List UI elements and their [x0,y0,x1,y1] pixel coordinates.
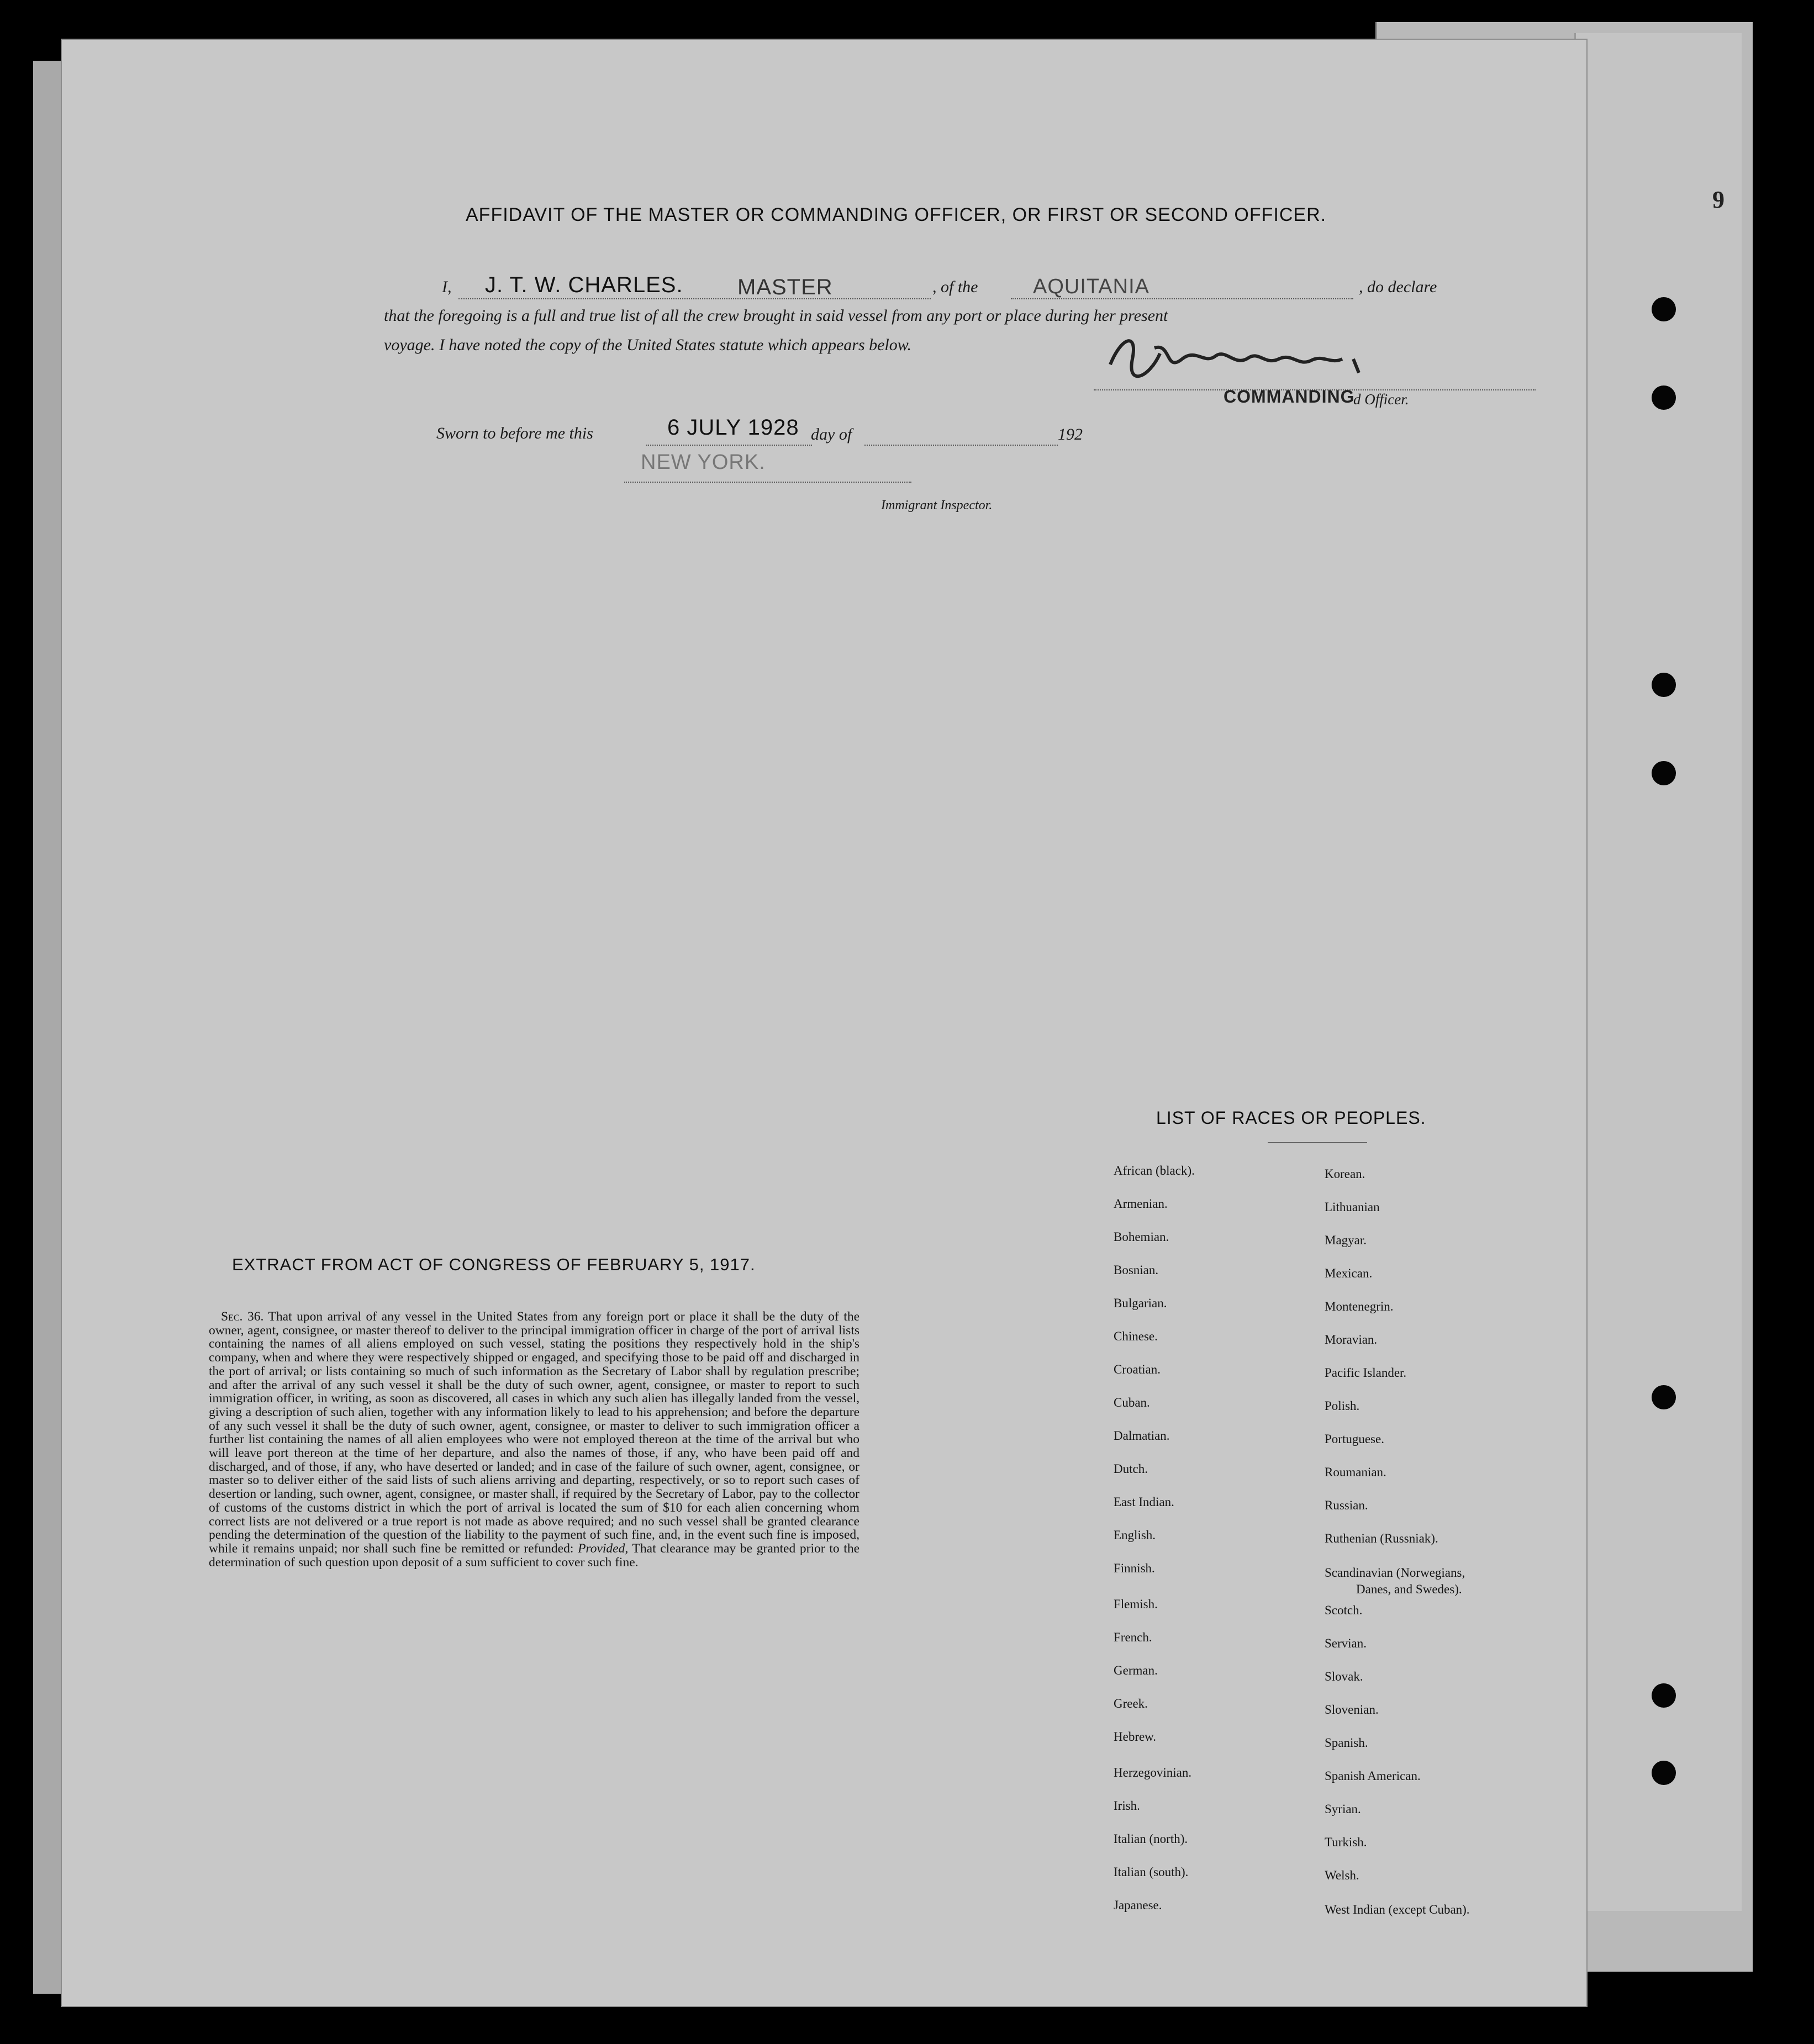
races-title: LIST OF RACES OR PEOPLES. [1156,1108,1426,1128]
race-item: African (black). [1114,1164,1195,1177]
officer-label: d Officer. [1353,391,1409,408]
race-item: Korean. [1325,1167,1365,1181]
port-stamp: NEW YORK. [641,451,766,474]
sworn-date: 6 JULY 1928 [667,415,799,440]
race-item: Pacific Islander. [1325,1366,1407,1380]
race-item: Mexican. [1325,1266,1373,1280]
punch-hole [1652,385,1676,410]
month-underline [864,445,1058,446]
name-underline [458,298,931,299]
affidavit-title: AFFIDAVIT OF THE MASTER OR COMMANDING OFFICER, OR FIRST OR SECOND OFFICER. [466,204,1327,225]
race-item: Portuguese. [1325,1432,1384,1446]
statute-text-end: That clearance may be granted prior to the determination of such question upon deposit of a sum sufficient to cover such fine. [209,1541,860,1570]
race-item: Roumanian. [1325,1465,1386,1479]
race-item: German. [1114,1663,1158,1677]
inspector-line [624,482,911,483]
race-item: Cuban. [1114,1396,1150,1409]
race-item: Bulgarian. [1114,1296,1167,1310]
race-item: Slovenian. [1325,1703,1379,1716]
race-item: Italian (south). [1114,1865,1189,1879]
races-title-rule [1268,1142,1367,1143]
race-item: Spanish American. [1325,1769,1421,1783]
race-item: Moravian. [1325,1333,1378,1346]
race-item: Magyar. [1325,1233,1367,1247]
year-label: 192 [1058,425,1083,443]
page-number: 9 [1712,186,1725,213]
section-number: Sec. 36. [221,1309,264,1324]
punch-hole [1652,1761,1676,1785]
race-item: Irish. [1114,1799,1140,1813]
race-item: Herzegovinian. [1114,1766,1192,1779]
race-item: French. [1114,1630,1152,1644]
race-item: Hebrew. [1114,1730,1157,1744]
punch-hole [1652,1385,1676,1409]
officer-stamp: COMMANDING [1224,387,1355,406]
declare-label: , do declare [1359,278,1437,296]
punch-hole [1652,1683,1676,1708]
race-item: Ruthenian (Russniak). [1325,1531,1438,1545]
master-signature [1099,326,1375,387]
race-item: Turkish. [1325,1835,1367,1849]
race-item: Chinese. [1114,1329,1158,1343]
sworn-label: Sworn to before me this [436,424,593,442]
race-item: Russian. [1325,1498,1368,1512]
statute-text: That upon arrival of any vessel in the United States from any foreign port or place it shall be the duty of the owner, agent, consignee, or master thereof to deliver to the principal immigration officer in charge of the port of arrival lists containing the names of all aliens employed on such vessel, stating the positions they respectively hold in the ship's company, when and where they were respectively shipped or engaged, and specifying those to be paid off and discharged in the port of arrival; or lists containing so much of such information as the Secretary of Labor shall by regulation prescribe; and after the arrival of any such vessel it shall be the duty of such owner, agent, consignee, or master to report to such immigration officer, in writing, as soon as discovered, all cases in which any such alien has illegally landed from the vessel, giving a description of such alien, together with any information likely to lead to his apprehension; and before the departure of any such vessel it shall be the duty of such owner, agent, consignee, or master to deliver to such immigration officer a further list containing the names of all alien employees who were not employed thereon at the time of the arrival but who will leave port thereon at the time of her departure, and also the names of those, if any, who have been paid off and discharged, and of those, if any, who have deserted or landed; and in case of the failure of such owner, agent, consignee, or master so to deliver either of the said lists of such aliens arriving and departing, respectively, or so to report such cases of desertion or landing, such owner, agent, consignee, or master shall, if required by the Secretary of Labor, pay to the collector of customs of the customs district in which the port of arrival is located the sum of $10 for each alien concerning whom correct lists are not delivered or a true report is not made as above required; and no such vessel shall be granted clearance pending the determination of the question of the liability to the payment of such fine, and, in the event such fine is imposed, while it remains unpaid; nor shall such fine be remitted or refunded: [209,1309,860,1556]
extract-title: EXTRACT FROM ACT OF CONGRESS OF FEBRUARY 5, 1917. [232,1255,756,1274]
race-item: Montenegrin. [1325,1300,1394,1313]
race-item: Dalmatian. [1114,1429,1170,1443]
race-item: Polish. [1325,1399,1360,1413]
race-item: Croatian. [1114,1362,1161,1376]
race-item: Scotch. [1325,1603,1363,1617]
punch-hole [1652,673,1676,697]
master-rank: MASTER [737,275,833,299]
day-of-label: day of [811,425,852,443]
race-item: Finnish. [1114,1561,1155,1575]
race-item: Greek. [1114,1697,1148,1710]
race-item: Italian (north). [1114,1832,1188,1846]
race-item: Armenian. [1114,1197,1168,1211]
provided-clause: Provided, [578,1541,629,1556]
race-item: English. [1114,1528,1156,1542]
punch-hole [1652,297,1676,321]
vessel-name: AQUITANIA [1033,275,1149,298]
date-underline [646,445,812,446]
affidavit-line-3: voyage. I have noted the copy of the United States statute which appears below. [384,336,912,354]
race-item: Bohemian. [1114,1230,1169,1244]
vessel-underline [1011,298,1353,299]
race-item: West Indian (except Cuban). [1325,1903,1470,1916]
race-item: Danes, and Swedes). [1356,1582,1462,1596]
race-item: Scandinavian (Norwegians, [1325,1566,1465,1580]
race-item: Syrian. [1325,1802,1361,1816]
of-the-label: , of the [932,278,978,296]
race-item: Japanese. [1114,1898,1162,1912]
race-item: Welsh. [1325,1868,1359,1882]
affidavit-pronoun: I, [442,278,452,296]
race-item: Bosnian. [1114,1263,1159,1277]
affidavit-line-2: that the foregoing is a full and true list of all the crew brought in said vessel from any port or place during her present [384,307,1168,325]
punch-hole [1652,761,1676,785]
race-item: Dutch. [1114,1462,1148,1476]
race-item: Flemish. [1114,1597,1158,1611]
race-item: Slovak. [1325,1670,1363,1683]
master-name: J. T. W. CHARLES. [485,273,683,297]
race-item: Servian. [1325,1636,1367,1650]
race-item: Spanish. [1325,1736,1368,1750]
inspector-label: Immigrant Inspector. [881,498,993,513]
race-item: Lithuanian [1325,1200,1380,1214]
race-item: East Indian. [1114,1495,1174,1509]
extract-body [209,1310,859,1569]
